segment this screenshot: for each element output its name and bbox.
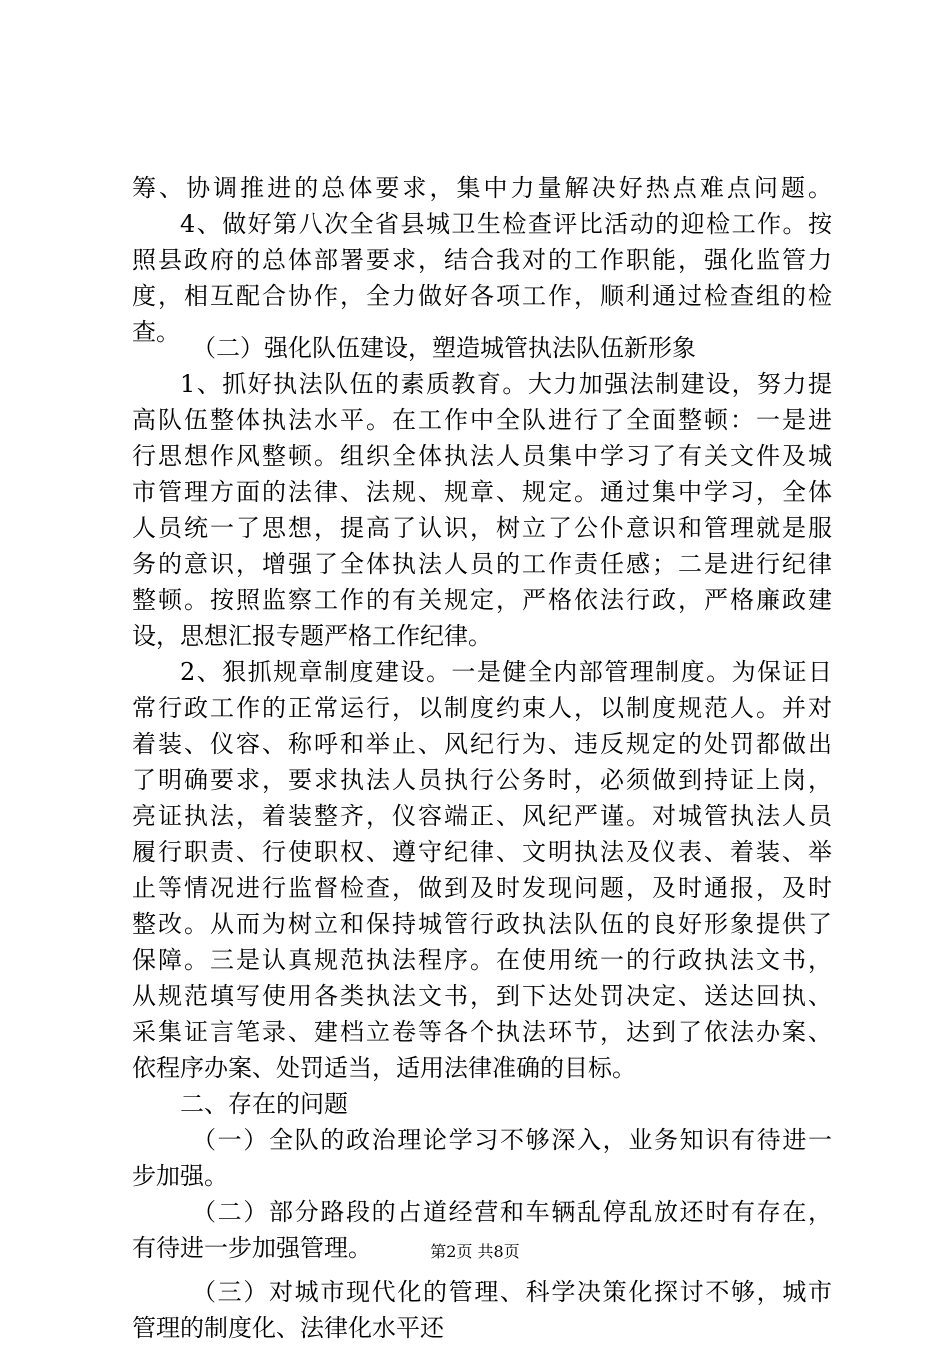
text-line: 有待进一步加强管理。 — [132, 1234, 372, 1262]
text-line: 止等情况进行监督检查，做到及时发现问题，及时通报，及时 — [132, 874, 832, 902]
text-line: 市管理方面的法律、法规、规章、规定。通过集中学习，全体 — [132, 478, 832, 506]
text-line: 照县政府的总体部署要求，结合我对的工作职能，强化监管力 — [132, 246, 832, 274]
text-line: 4、做好第八次全省县城卫生检查评比活动的迎检工作。按 — [180, 210, 832, 238]
text-line: 常行政工作的正常运行，以制度约束人，以制度规范人。并对 — [132, 694, 832, 722]
text-line: 设，思想汇报专题严格工作纪律。 — [132, 622, 492, 650]
text-line: （三）对城市现代化的管理、科学决策化探讨不够，城市 — [192, 1278, 832, 1306]
section-heading: 二、存在的问题 — [180, 1090, 348, 1118]
text-line: 度，相互配合协作，全力做好各项工作，顺利通过检查组的检 — [132, 282, 832, 310]
text-line: 依程序办案、处罚适当，适用法律准确的目标。 — [132, 1054, 636, 1082]
text-line: 亮证执法，着装整齐，仪容端正、风纪严谨。对城管执法人员 — [132, 802, 832, 830]
text-line: 从规范填写使用各类执法文书，到下达处罚决定、送达回执、 — [132, 982, 832, 1010]
text-line: 了明确要求，要求执法人员执行公务时，必须做到持证上岗， — [132, 766, 832, 794]
text-line: 着装、仪容、称呼和举止、风纪行为、违反规定的处罚都做出 — [132, 730, 832, 758]
text-line: 务的意识，增强了全体执法人员的工作责任感；二是进行纪律 — [132, 550, 832, 578]
text-line: 行思想作风整顿。组织全体执法人员集中学习了有关文件及城 — [132, 442, 832, 470]
text-line: 采集证言笔录、建档立卷等各个执法环节，达到了依法办案、 — [132, 1018, 832, 1046]
text-line: 查。 — [132, 318, 180, 346]
text-line: 人员统一了思想，提高了认识，树立了公仆意识和管理就是服 — [132, 514, 832, 542]
text-line: 整顿。按照监察工作的有关规定，严格依法行政，严格廉政建 — [132, 586, 832, 614]
text-line: 整改。从而为树立和保持城管行政执法队伍的良好形象提供了 — [132, 910, 832, 938]
section-heading: （二）强化队伍建设，塑造城管执法队伍新形象 — [192, 334, 696, 362]
text-line: 高队伍整体执法水平。在工作中全队进行了全面整顿：一是进 — [132, 406, 832, 434]
text-line: 步加强。 — [132, 1162, 228, 1190]
text-line: 筹、协调推进的总体要求，集中力量解决好热点难点问题。 — [132, 174, 832, 202]
page-footer: 第2页 共8页 — [430, 1242, 520, 1261]
text-line: （一）全队的政治理论学习不够深入，业务知识有待进一 — [192, 1126, 832, 1154]
text-line: （二）部分路段的占道经营和车辆乱停乱放还时有存在， — [192, 1198, 832, 1226]
text-line: 管理的制度化、法律化水平还 — [132, 1314, 444, 1342]
text-line: 1、抓好执法队伍的素质教育。大力加强法制建设，努力提 — [180, 370, 832, 398]
text-line: 保障。三是认真规范执法程序。在使用统一的行政执法文书， — [132, 946, 832, 974]
text-line: 2、狠抓规章制度建设。一是健全内部管理制度。为保证日 — [180, 658, 832, 686]
text-line: 履行职责、行使职权、遵守纪律、文明执法及仪表、着装、举 — [132, 838, 832, 866]
